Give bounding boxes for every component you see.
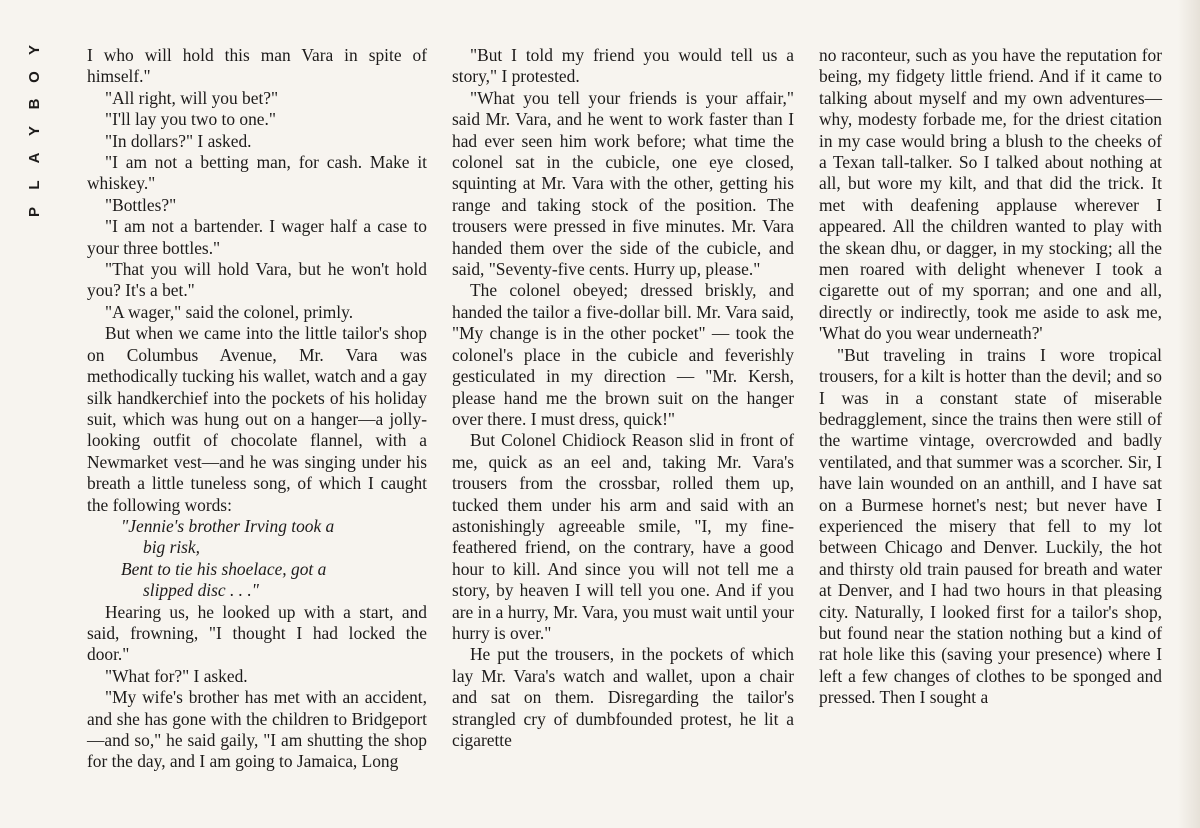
paragraph: "I am not a bartender. I wager half a case to your three bottles." bbox=[87, 216, 427, 258]
song-line: big risk, bbox=[143, 537, 201, 558]
paragraph: "I am not a betting man, for cash. Make it whiskey." bbox=[87, 152, 427, 194]
text-column-2 bbox=[452, 45, 794, 751]
paragraph: But Colonel Chidiock Reason slid in front of me, quick as an eel and, taking Mr. Vara's trousers from the crossbar, rolled them up, tucked them under his arm and said with an astonishingly agreeable smile, "I, my fine-feathered friend, on the contrary, have a good hour to kill. And since you will not tell me a story, by heaven I will tell you one. And if you are in a hurry, Mr. Vara, you must wait until your hurry is over." bbox=[452, 430, 794, 643]
magazine-spine-title bbox=[25, 40, 45, 222]
page-edge bbox=[1178, 0, 1200, 828]
spine-letter: P bbox=[26, 207, 43, 218]
song-line: Bent to tie his shoelace, got a bbox=[121, 558, 327, 579]
paragraph: "That you will hold Vara, but he won't hold you? It's a bet." bbox=[87, 259, 427, 301]
paragraph: "My wife's brother has met with an accident, and she has gone with the children to Bridgeport—and so," he said gaily, "I am shutting the shop for the day, and I am going to Jamaica, Long bbox=[87, 687, 427, 772]
paragraph: no raconteur, such as you have the reputation for being, my fidgety little friend. And if it came to talking about myself and my own adventures—why, modesty forbade me, for the driest citation in my case would bring a blush to the cheeks of a Texan tall-talker. So I talked about nothing at all, but wore my kilt, and that did the trick. It met with deafening applause wherever I appeared. All the children wanted to play with the skean dhu, or dagger, in my stocking; all the men roared with delight whenever I took a cigarette out of my sporran; and one and all, directly or indirectly, took me aside to ask me, 'What do you wear underneath?' bbox=[819, 45, 1162, 344]
spine-letter: A bbox=[26, 152, 43, 164]
paragraph: "A wager," said the colonel, primly. bbox=[105, 301, 354, 322]
song-line: "Jennie's brother Irving took a bbox=[121, 515, 335, 536]
text-column-1 bbox=[87, 45, 427, 773]
paragraph: I who will hold this man Vara in spite of himself." bbox=[87, 45, 427, 87]
paragraph: "All right, will you bet?" bbox=[105, 87, 279, 108]
paragraph: "What you tell your friends is your affair," said Mr. Vara, and he went to work faster than I had ever seen him work before; what time the colonel sat in the cubicle, one eye closed, squinting at Mr. Vara with the other, getting his range and taking stock of the position. The trousers were pressed in five minutes. Mr. Vara handed them over the side of the cubicle, and said, "Seventy-five cents. Hurry up, please." bbox=[452, 87, 794, 280]
paragraph: Hearing us, he looked up with a start, and said, frowning, "I thought I had locked the door." bbox=[87, 601, 427, 665]
spine-letter: L bbox=[26, 180, 43, 190]
text-column-3 bbox=[819, 45, 1162, 709]
spine-letter: B bbox=[26, 98, 43, 110]
paragraph: The colonel obeyed; dressed briskly, and handed the tailor a five-dollar bill. Mr. Vara said, "My change is in the other pocket" — took the colonel's place in the cubicle and feverishly gesticulated in my direction — "Mr. Kersh, please hand me the brown suit on the hanger over there. I must dress, quick!" bbox=[452, 280, 794, 429]
song-line: slipped disc . . ." bbox=[143, 580, 259, 601]
spine-letter: Y bbox=[26, 126, 43, 137]
paragraph: But when we came into the little tailor's shop on Columbus Avenue, Mr. Vara was methodically tucking his wallet, watch and a gay silk handkerchief into the pockets of his holiday suit, which was hung out on a hanger—a jolly-looking outfit of chocolate flannel, with a Newmarket vest—and he was singing under his breath a little tuneless song, of which I caught the following words: bbox=[87, 323, 427, 515]
paragraph: "I'll lay you two to one." bbox=[105, 109, 276, 130]
paragraph: He put the trousers, in the pockets of which lay Mr. Vara's watch and wallet, upon a chair and sat on them. Disregarding the tailor's strangled cry of dumbfounded protest, he lit a cigarette bbox=[452, 644, 794, 750]
paragraph: "But traveling in trains I wore tropical trousers, for a kilt is hotter than the devil; and so I was in a constant state of miserable bedragglement, since the trains then were still of the wartime vintage, overcrowded and badly ventilated, and that summer was a scorcher. Sir, I have lain wounded on an anthill, and I have sat on a Burmese hornet's nest; but never have I experienced the misery that fell to my lot between Chicago and Denver. Luckily, the hot and thirsty old train paused for breath and water at Denver, and I had two hours in that pleasing city. Naturally, I looked first for a tailor's shop, but found near the station nothing but a kind of rat hole like this (saving your presence) where I left a few changes of clothes to be sponged and pressed. Then I sought a bbox=[819, 344, 1162, 708]
paragraph: "What for?" I asked. bbox=[105, 665, 248, 686]
spine-letter: Y bbox=[26, 45, 43, 56]
paragraph: "But I told my friend you would tell us a story," I protested. bbox=[452, 45, 794, 87]
spine-letter: O bbox=[26, 71, 43, 83]
paragraph: "In dollars?" I asked. bbox=[105, 130, 252, 151]
paragraph: "Bottles?" bbox=[105, 194, 177, 215]
